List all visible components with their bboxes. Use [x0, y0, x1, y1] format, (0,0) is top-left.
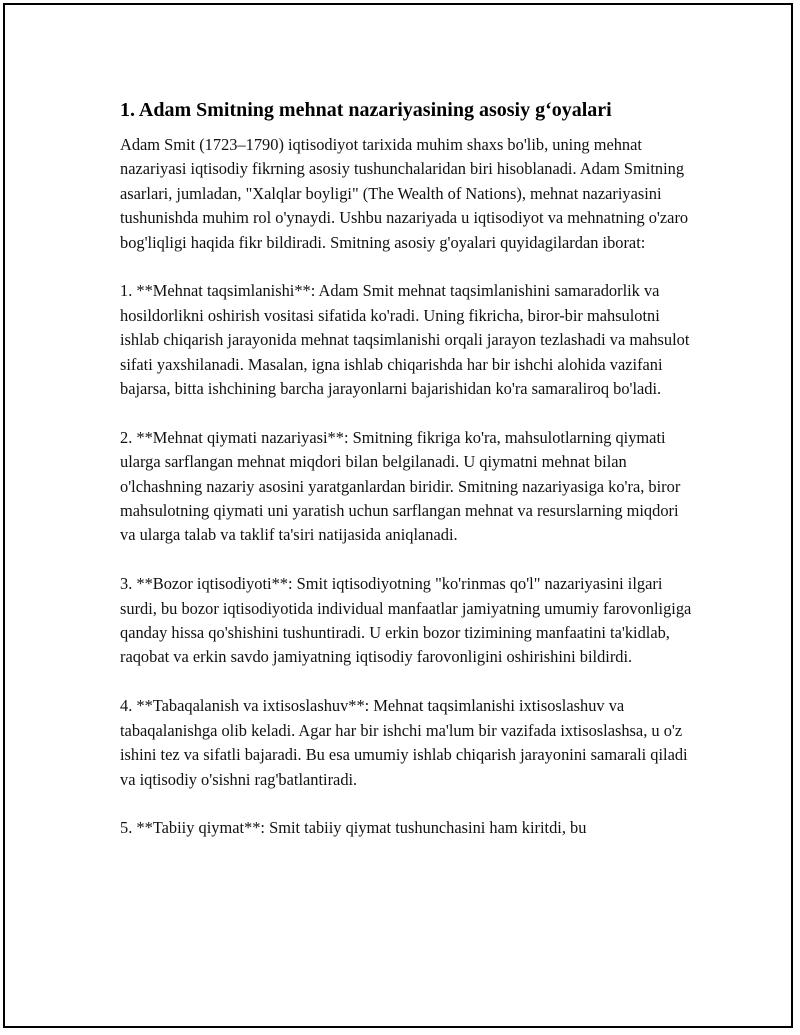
document-body — [120, 97, 695, 841]
paragraph-division-of-labor: 1. **Mehnat taqsimlanishi**: Adam Smit mehnat taqsimlanishini samaradorlik va hosildorlikni oshirish vositasi sifatida ko'radi. Uning fikricha, biror-bir mahsulotni ishlab chiqarish jarayonida mehnat taqsimlanishi orqali jarayon tezlashadi va mahsulot sifati yaxshilanadi. Masalan, igna ishlab chiqarishda har bir ishchi alohida vazifani bajarsa, bitta ishchining barcha jarayonlarni bajarishidan ko'ra samaraliroq bo'ladi. — [120, 281, 690, 399]
paragraph-natural-value: 5. **Tabiiy qiymat**: Smit tabiiy qiymat tushunchasini ham kiritdi, bu — [120, 818, 587, 838]
document-page — [3, 3, 793, 1028]
paragraph-labor-value-theory: 2. **Mehnat qiymati nazariyasi**: Smitning fikriga ko'ra, mahsulotlarning qiymati ularga sarflangan mehnat miqdori bilan belgilanadi. U qiymatni mehnat bilan o'lchashning nazariy asosini yaratganlardan biridir. Smitning nazariyasiga ko'ra, biror mahsulotning qiymati uni yaratish uchun sarflangan mehnat va resurslarning miqdori va ularga talab va taklif ta'siri natijasida aniqlanadi. — [120, 427, 681, 545]
document-title: 1. Adam Smitning mehnat nazariyasining asosiy g‘oyalari — [120, 99, 612, 121]
paragraph-specialization: 4. **Tabaqalanish va ixtisoslashuv**: Mehnat taqsimlanishi ixtisoslashuv va tabaqalanishga olib keladi. Agar har bir ishchi ma'lum bir vazifada ixtisoslashsa, u o'z ishini tez va sifatli bajaradi. Bu esa umumiy ishlab chiqarish jarayonini samarali qiladi va iqtisodiy o'sishni rag'batlantiradi. — [120, 696, 688, 789]
paragraph-market-economy: 3. **Bozor iqtisodiyoti**: Smit iqtisodiyotning "ko'rinmas qo'l" nazariyasini ilgari surdi, bu bozor iqtisodiyotida individual manfaatlar jamiyatning umumiy farovonligiga qanday hissa qo'shishini tushuntiradi. U erkin bozor tizimining manfaatini ta'kidlab, raqobat va erkin savdo jamiyatning iqtisodiy farovonligini oshirishini bildirdi. — [120, 574, 692, 667]
paragraph-intro: Adam Smit (1723–1790) iqtisodiyot tarixida muhim shaxs bo'lib, uning mehnat nazariyasi iqtisodiy fikrning asosiy tushunchalaridan biri hisoblanadi. Adam Smitning asarlari, jumladan, "Xalqlar boyligi" (The Wealth of Nations), mehnat nazariyasini tushunishda muhim rol o'ynaydi. Ushbu nazariyada u iqtisodiyot va mehnatning o'zaro bog'liqligi haqida fikr bildiradi. Smitning asosiy g'oyalari quyidagilardan iborat: — [120, 135, 689, 252]
